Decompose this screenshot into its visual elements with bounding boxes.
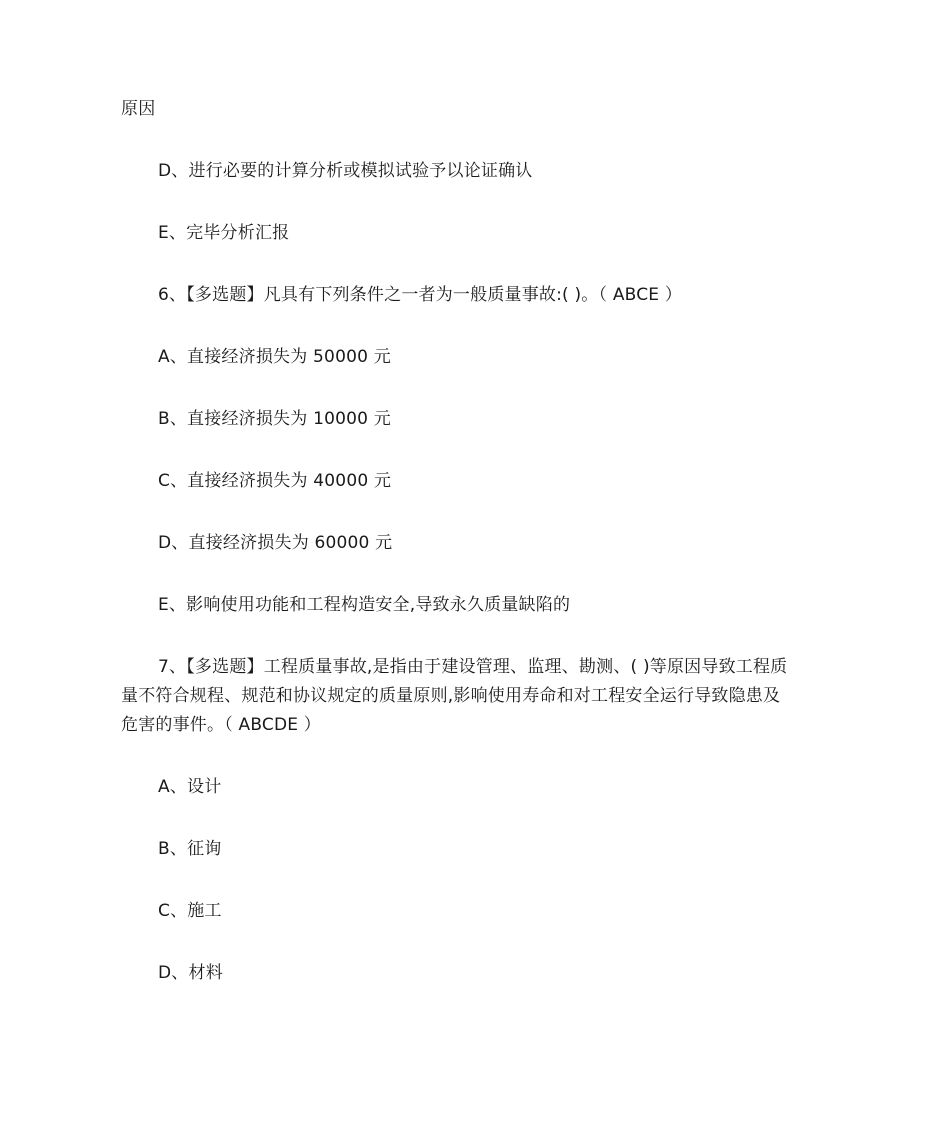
text-line-cause: 原因	[121, 99, 156, 119]
question-7-line-1: 7、【多选题】工程质量事故,是指由于建设管理、监理、勘测、( )等原因导致工程质	[158, 657, 788, 677]
q6-option-b: B、直接经济损失为 10000 元	[158, 409, 391, 429]
question-7	[121, 653, 833, 740]
q6-option-c: C、直接经济损失为 40000 元	[158, 471, 392, 491]
q6-option-d: D、直接经济损失为 60000 元	[158, 533, 393, 553]
question-7-line-2: 量不符合规程、规范和协议规定的质量原则,影响使用寿命和对工程安全运行导致隐患及	[121, 686, 781, 706]
q7-option-c: C、施工	[158, 901, 222, 921]
q6-option-a: A、直接经济损失为 50000 元	[158, 347, 391, 367]
option-e-report: E、完毕分析汇报	[158, 223, 290, 243]
q7-option-d: D、材料	[158, 963, 223, 983]
q7-option-b: B、征询	[158, 839, 222, 859]
q6-option-e: E、影响使用功能和工程构造安全,导致永久质量缺陷的	[158, 595, 571, 615]
option-d-verify: D、进行必要的计算分析或模拟试验予以论证确认	[158, 161, 533, 181]
q7-option-a: A、设计	[158, 777, 222, 797]
question-6: 6、【多选题】凡具有下列条件之一者为一般质量事故:( )。（ ABCE ）	[158, 285, 683, 305]
question-7-line-3: 危害的事件。（ ABCDE ）	[121, 715, 322, 735]
